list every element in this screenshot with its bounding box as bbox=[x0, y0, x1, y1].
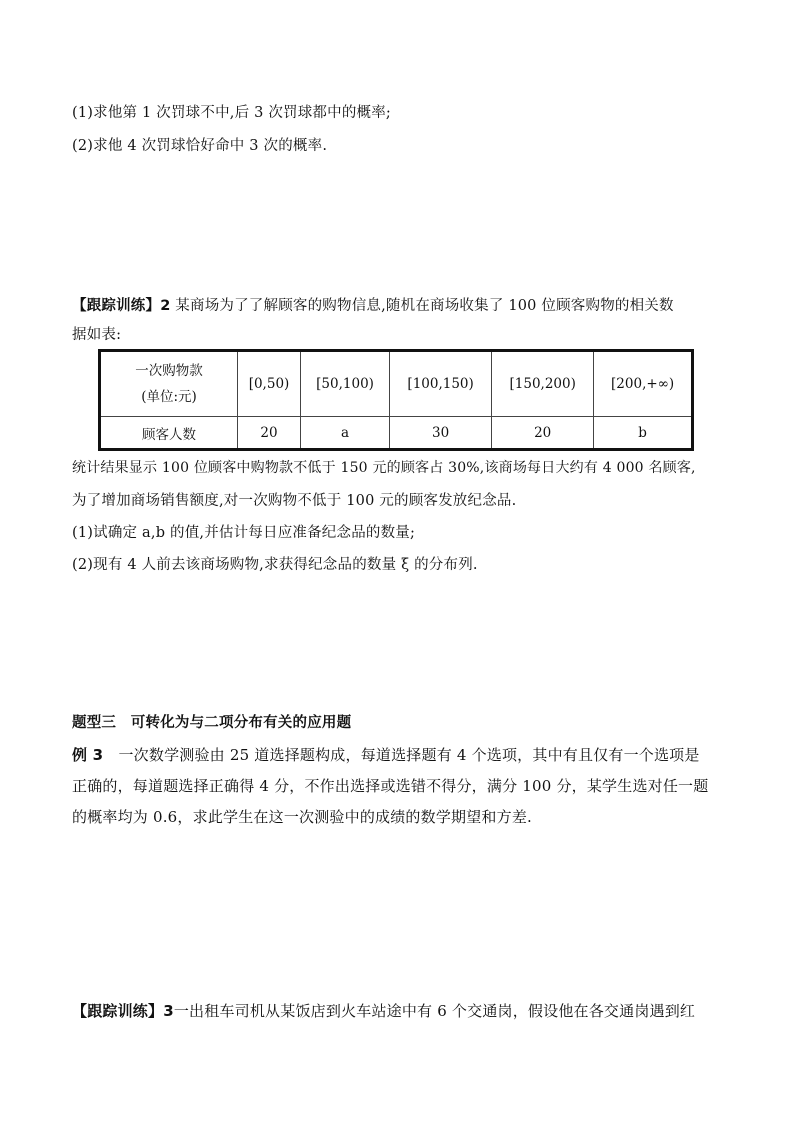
tracking-exercise-2-text: 某商场为了了解顾客的购物信息,随机在商场收集了 100 位顾客购物的相关数 bbox=[170, 298, 674, 314]
sub-question-2: (2)现有 4 人前去该商场购物,求获得纪念品的数量 ξ 的分布列. bbox=[72, 557, 478, 573]
range-cell: [0,50) bbox=[238, 351, 301, 417]
purchase-stats-table bbox=[98, 349, 694, 451]
range-cell: [100,150) bbox=[390, 351, 492, 417]
example-3-line-3: 的概率均为 0.6，求此学生在这一次测验中的成绩的数学期望和方差. bbox=[72, 808, 532, 826]
section-heading: 题型三 可转化为与二项分布有关的应用题 bbox=[72, 715, 352, 731]
table-row bbox=[100, 351, 693, 417]
count-cell: 20 bbox=[492, 417, 594, 450]
stat-result-line-2: 为了增加商场销售额度,对一次购物不低于 100 元的顾客发放纪念品. bbox=[72, 493, 517, 509]
header-label-1: 一次购物款 bbox=[135, 363, 203, 379]
count-cell: 30 bbox=[390, 417, 492, 450]
stat-result-line-1: 统计结果显示 100 位顾客中购物款不低于 150 元的顾客占 30%,该商场每日大约有 4 000 名顾客, bbox=[72, 460, 696, 476]
count-cell: 20 bbox=[238, 417, 301, 450]
count-cell: a bbox=[301, 417, 390, 450]
table-row bbox=[100, 417, 693, 450]
tracking-exercise-3-tag: 【跟踪训练】3 bbox=[72, 1002, 174, 1020]
count-cell: b bbox=[594, 417, 693, 450]
range-cell: [50,100) bbox=[301, 351, 390, 417]
tracking-exercise-2 bbox=[72, 294, 674, 315]
example-3-text: 一次数学测验由 25 道选择题构成，每道选择题有 4 个选项，其中有且仅有一个选项是 bbox=[103, 746, 700, 764]
sub-question-1: (1)试确定 a,b 的值,并估计每日应准备纪念品的数量; bbox=[72, 525, 416, 541]
question-2: (2)求他 4 次罚球恰好命中 3 次的概率. bbox=[72, 138, 328, 154]
example-3-line-2: 正确的，每道题选择正确得 4 分，不作出选择或选错不得分，满分 100 分，某学生选对任一题 bbox=[72, 777, 709, 795]
range-cell: [200,+∞) bbox=[594, 351, 693, 417]
table-header-cell bbox=[100, 351, 238, 417]
example-3-line-1 bbox=[72, 744, 700, 765]
tracking-exercise-3-text: 一出租车司机从某饭店到火车站途中有 6 个交通岗，假设他在各交通岗遇到红 bbox=[173, 1002, 696, 1020]
range-cell: [150,200) bbox=[492, 351, 594, 417]
row-label-cell: 顾客人数 bbox=[100, 417, 238, 450]
header-label-2: (单位:元) bbox=[141, 389, 197, 405]
example-3-tag: 例 3 bbox=[72, 746, 104, 764]
tracking-exercise-2-continued: 据如表: bbox=[72, 327, 122, 343]
tracking-exercise-2-tag: 【跟踪训练】2 bbox=[72, 298, 171, 314]
tracking-exercise-3 bbox=[72, 1000, 695, 1021]
question-1: (1)求他第 1 次罚球不中,后 3 次罚球都中的概率; bbox=[72, 105, 392, 121]
